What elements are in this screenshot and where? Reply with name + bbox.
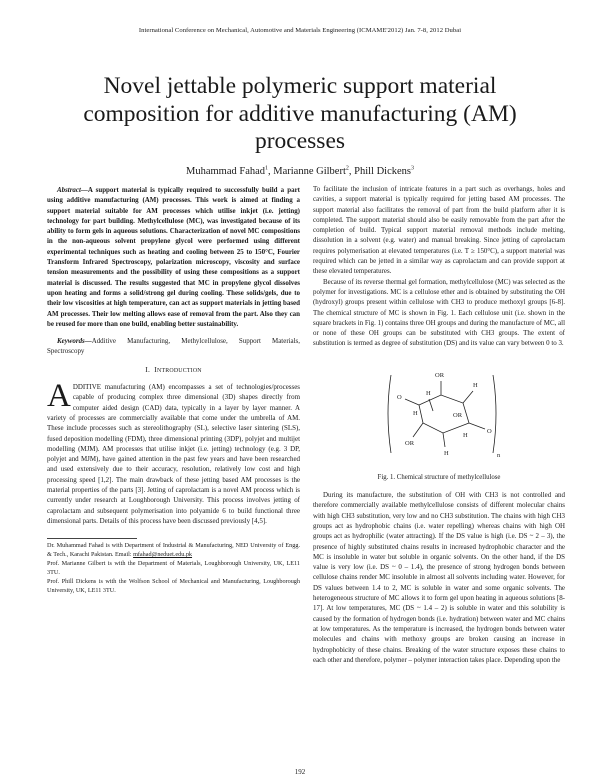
label-o-left: O	[397, 393, 402, 401]
footnote-divider	[47, 538, 137, 539]
abstract-label: Abstract	[57, 186, 81, 194]
label-h: H	[444, 449, 449, 457]
left-column	[47, 184, 300, 596]
label-o-right: O	[487, 427, 492, 435]
footnote-author-3: Prof. Phill Dickens is with the Wolfson School of Mechanical and Manufacturing, Loughborough University, UK, LE11 3TU.	[47, 577, 300, 594]
drop-cap: A	[47, 382, 71, 415]
author-affiliation-mark: 3	[411, 165, 414, 172]
abstract-text: A support material is typically required to successfully build a part using additive manufacturing (AM) processes. This work is aimed at finding a support material suitable for AM processes which utilise inkjet (i.e. jetting) technology for part building. Methylcellulose (MC), was investigated because of its ability to form gels in aqueous solutions. Characterization of novel MC compositions in the non-aqueous solvent propylene glycol were performed using different experimental techniques such as heating and cooling between 25 to 150°C, Fourier Transform Infrared Spectroscopy, polarization microscopy, viscosity and surface tension measurements and the possibility of using these compositions as a support material is discussed. The results suggested that MC in propylene glycol dissolves upon heating and forms a solid/strong gel during cooling. These solids/gels, due to their low viscosities at high temperature, can act as support materials in jetting based AM processes. Their low melting allows ease of removal from the part. Also they can be reused for more than one build, enabling better sustainability.	[47, 186, 300, 328]
footnote-author-2: Prof. Marianne Gilbert is with the Department of Materials, Loughborough University, UK, LE11 3TU.	[47, 560, 300, 576]
author-line: Muhammad Fahad$^1$, Marianne Gilbert$^2$, Phill Dickens$^3$	[185, 165, 414, 177]
paper-title: Novel jettable polymeric support material composition for additive manufacturing (AM) processes	[83, 73, 517, 154]
footnote-author-1: Dr. Muhammad Fahad is with Department of Industrial & Manufacturing, NED University of Engg. & Tech., Karachi Pakistan. Email: mfahad@neduet.edu.pk	[47, 542, 300, 559]
abstract: Abstract—A support material is typically required to successfully build a part using additive manufacturing (AM) processes. This work is aimed at finding a support material suitable for AM processes which utilise inkjet (i.e. jetting) technology for part building. Methylcellulose (MC), was investigated because of its ability to form gels in aqueous solutions. Characterization of novel MC compositions in the non-aqueous solvent propylene glycol were performed using different experimental techniques such as heating and cooling between 25 to 150°C, Fourier Transform Infrared Spectroscopy, polarization microscopy, viscosity and surface tension measurements and the possibility of using these compositions as a support material is discussed. The results suggested that MC in propylene glycol dissolves upon heating and forms a solid/strong gel during cooling. These solids/gels, due to their low viscosities at high temperature, can act as support materials in jetting based AM processes. Their low melting allows ease of removal from the part. Also they can be reused for more than one build, enabling better sustainability.	[47, 186, 300, 328]
right-paragraph-3: During its manufacture, the substitution of OH with CH3 is not controlled and therefore commercially available methylcellulose consists of different molecular chains with high CH3 substitution, very low and no CH3 substitution. The chains with high CH3 groups act as hydrophobic chains (i.e. water repelling) whereas chains with high OH groups act as hydrophilic (water attracting). If the DS value is high (i.e. DS ~ 2 – 3), the presence of highly substituted chains results in increased hydrophobic character and the MC is insoluble in water but soluble in organic solvents. On the other hand, if the DS value is very low (i.e. DS ~ 0 – 1.4), the presence of strong hydrogen bonds between cellulose chains render MC insoluble in almost all solvents including water. However, for DS values between 1.4 to 2, MC is soluble in water and some organic solvents. The heterogeneous structure of MC allows it to form gel upon heating in aqueous solutions [8-17]. At low temperatures, MC (DS ~ 1.4 – 2) is soluble in water and this solubility is caused by the formation of hydrogen bonds (i.e. hydration) between water and MC chains at low temperatures. As the temperature is increased, the hydrogen bonds between water molecules and chains with methoxy groups are broken causing an increase in hydrophobicity of these chains. Breaking of the water structure exposes these chains to each other and therefore, polymer – polymer interaction takes place. Depending upon the	[313, 491, 565, 664]
section-heading-introduction: I. INTRODUCTION	[145, 364, 202, 374]
right-paragraph-2: Because of its reverse thermal gel formation, methylcellulose (MC) was selected as the polymer for investigations. MC is a cellulose ether and is obtained by substituting the OH (hydroxyl) groups present within cellulose with CH3 to produce methoxyl groups [6-8]. The chemical structure of MC is shown in Fig. 1. Each cellulose unit (i.e. shown in the square brackets in Fig. 1) contains three OH groups and during the manufacture of MC, all or none of these OH groups can be substituted with CH3 groups. The extent of substitution is termed as degree of substitution (DS) and its value can vary between 0 to 3.	[313, 277, 565, 348]
chemical-structure-diagram	[313, 353, 565, 471]
label-h: H	[426, 389, 431, 397]
label-or-top: OR	[435, 371, 445, 379]
right-column	[313, 184, 565, 665]
keywords-label: Keywords	[57, 337, 85, 346]
introduction-paragraph: ADDITIVE manufacturing (AM) encompasses a set of technologies/processes capable of producing complex three dimensional (3D) shapes directly from computer aided design (CAD) data, typically in a layer by layer manner. A variety of processes are commercially available that come under the umbrella of AM. These include processes such as stereolithography (SL), selective laser sintering (SLS), fused deposition modelling (FDM), three dimensional printing (3DP), polyjet and multijet modelling (MJM). AM processes that utilise inkjet (i.e. jetting) technology (e.g. 3 DP, polyjet and MJM), have gained attention in the past few years and have been researched and used extensively due to their accuracy, resolution, relatively low cost and high processing speed [1,2]. The main drawback of these jetting based AM processes is the material properties of the parts [3]. Jetting of caprolactam is a novel AM process which is currently under research at Loughborough University. This process involves jetting of caprolactam and subsequent polymerisation into polyamide 6 to build functional three dimensional parts. Details of this process have been discussed previously [4,5].	[47, 382, 300, 525]
author-name: Marianne Gilbert	[273, 166, 346, 177]
left-bracket	[388, 375, 391, 453]
right-paragraph-1: To facilitate the inclusion of intricate features in a part such as overhangs, holes and cavities, a support material is typically required for jetting based AM processes. The support material also facilitates the removal of part from the build platform after it is completed. The support material should also be easily removable from the part after the completion of build. Typical support material removal methods include melting, dissolution in a solvent (e.g. water) and manual breaking. Since jetting of caprolactam requires polymerisation at elevated temperatures (i.e. T ≥ 150°C), a support material was required which can be jetted in a similar way as caprolactam and can provide support at these elevated temperatures.	[313, 185, 565, 276]
page-number: 192	[294, 768, 306, 776]
author-affiliation-mark: 2	[345, 165, 349, 172]
right-bracket	[493, 375, 496, 453]
label-or-middle: OR	[453, 411, 463, 419]
keywords-text: Additive Manufacturing, Methylcellulose, Support Materials, Spectroscopy	[47, 337, 300, 356]
author-email-link[interactable]: mfahad@neduet.edu.pk	[133, 551, 193, 559]
author-affiliation-mark: 1	[265, 165, 269, 172]
label-h: H	[463, 431, 468, 439]
author-name: Phill Dickens	[354, 166, 411, 177]
author-name: Muhammad Fahad	[185, 166, 266, 177]
label-h: H	[413, 409, 418, 417]
label-n-repeat: n	[497, 451, 501, 459]
label-h: H	[473, 381, 478, 389]
keywords: Keywords—Additive Manufacturing, Methylcellulose, Support Materials, Spectroscopy	[47, 337, 300, 356]
conference-header: International Conference on Mechanical, Automotive and Materials Engineering (ICMAME'2012) Jan. 7-8, 2012 Dubai	[138, 27, 462, 34]
figure-methylcellulose-structure	[313, 353, 565, 471]
label-or-bottom: OR	[405, 439, 415, 447]
figure-caption: Fig. 1. Chemical structure of methylcellulose	[377, 473, 501, 481]
